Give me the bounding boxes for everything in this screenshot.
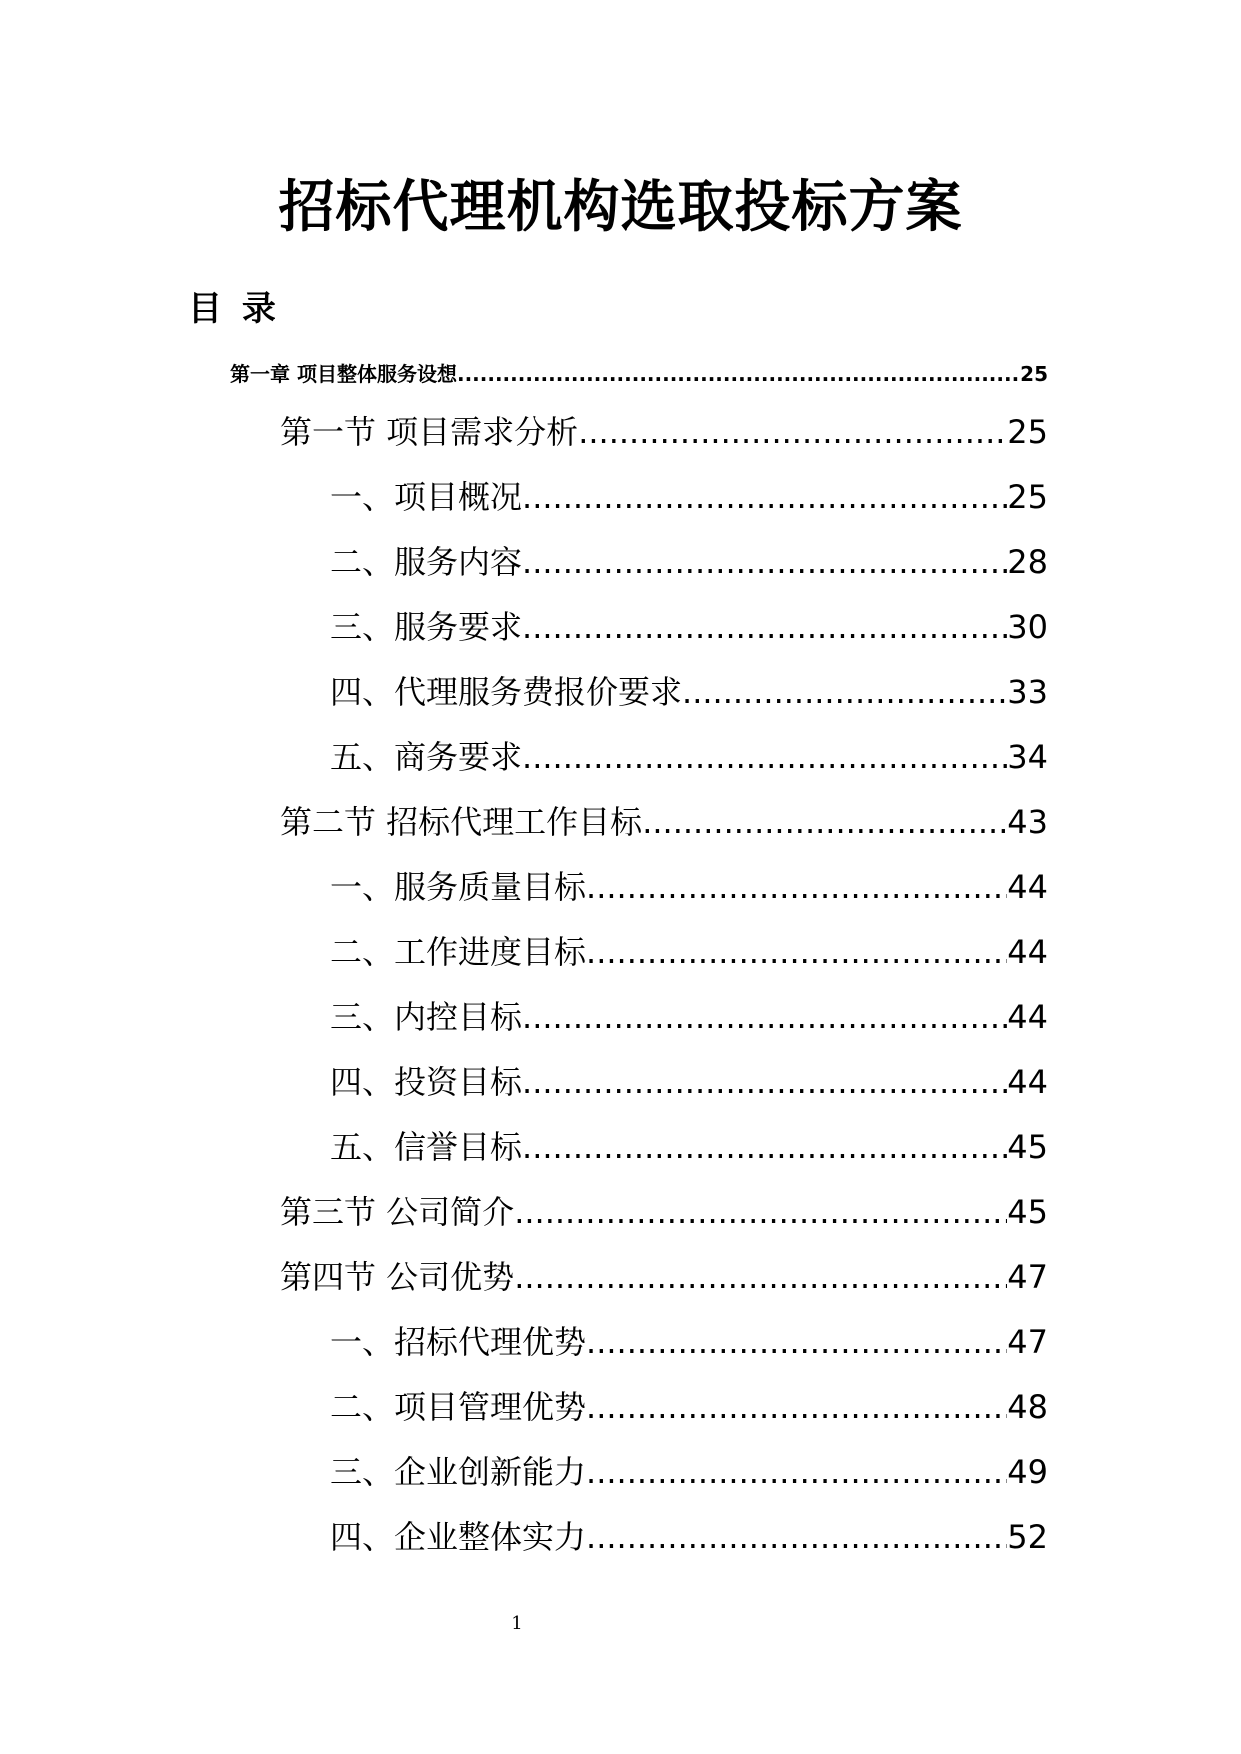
toc-entry-label: 一、项目概况 bbox=[330, 478, 523, 516]
toc-entry-item[interactable] bbox=[330, 475, 1048, 519]
toc-entry-page: 44 bbox=[1007, 998, 1048, 1036]
toc-leader-dots bbox=[522, 605, 1007, 649]
toc-entry-item[interactable] bbox=[330, 1515, 1048, 1559]
toc-leader-dots bbox=[522, 1060, 1007, 1104]
toc-entry-page: 45 bbox=[1007, 1128, 1048, 1166]
toc-entry-section-2[interactable] bbox=[280, 800, 1048, 844]
toc-entry-label: 四、企业整体实力 bbox=[330, 1518, 587, 1556]
toc-entry-section-3[interactable] bbox=[280, 1190, 1048, 1234]
toc-entry-label: 第三节 公司简介 bbox=[280, 1193, 515, 1231]
toc-entry-item[interactable] bbox=[330, 865, 1048, 909]
toc-entry-item[interactable] bbox=[330, 995, 1048, 1039]
toc-entry-label: 三、企业创新能力 bbox=[330, 1453, 587, 1491]
toc-entry-item[interactable] bbox=[330, 1450, 1048, 1494]
toc-entry-page: 44 bbox=[1007, 868, 1048, 906]
toc-entry-label: 第四节 公司优势 bbox=[280, 1258, 515, 1296]
toc-leader-dots bbox=[642, 800, 1007, 844]
toc-entry-chapter-1[interactable] bbox=[230, 360, 1048, 388]
toc-entry-page: 45 bbox=[1007, 1193, 1048, 1231]
toc-entry-label: 四、代理服务费报价要求 bbox=[330, 673, 683, 711]
toc-leader-dots bbox=[586, 1515, 1007, 1559]
toc-leader-dots bbox=[586, 1320, 1007, 1364]
toc-leader-dots bbox=[522, 540, 1007, 584]
document-title: 招标代理机构选取投标方案 bbox=[278, 175, 963, 240]
toc-leader-dots bbox=[514, 1255, 1007, 1299]
toc-entry-label: 三、服务要求 bbox=[330, 608, 523, 646]
toc-entry-label: 五、商务要求 bbox=[330, 738, 523, 776]
toc-entry-label: 第一章 项目整体服务设想 bbox=[230, 362, 457, 386]
page-number: 1 bbox=[511, 1613, 523, 1634]
toc-entry-item[interactable] bbox=[330, 735, 1048, 779]
toc-entry-page: 47 bbox=[1007, 1323, 1048, 1361]
toc-entry-item[interactable] bbox=[330, 1320, 1048, 1364]
toc-entry-page: 25 bbox=[1007, 478, 1048, 516]
toc-entry-item[interactable] bbox=[330, 670, 1048, 714]
toc-entry-label: 二、服务内容 bbox=[330, 543, 523, 581]
toc-entry-page: 44 bbox=[1007, 1063, 1048, 1101]
toc-leader-dots bbox=[586, 1385, 1007, 1429]
toc-entry-page: 47 bbox=[1007, 1258, 1048, 1296]
toc-entry-item[interactable] bbox=[330, 540, 1048, 584]
toc-entry-page: 25 bbox=[1020, 362, 1048, 386]
toc-entry-item[interactable] bbox=[330, 605, 1048, 649]
toc-entry-item[interactable] bbox=[330, 1060, 1048, 1104]
toc-leader-dots bbox=[522, 735, 1007, 779]
toc-leader-dots bbox=[522, 1125, 1007, 1169]
toc-entry-label: 第一节 项目需求分析 bbox=[280, 413, 579, 451]
toc-leader-dots bbox=[578, 410, 1007, 454]
toc-entry-page: 52 bbox=[1007, 1518, 1048, 1556]
toc-entry-page: 44 bbox=[1007, 933, 1048, 971]
toc-leader-dots bbox=[514, 1190, 1007, 1234]
toc-entry-page: 33 bbox=[1007, 673, 1048, 711]
toc-entry-label: 五、信誉目标 bbox=[330, 1128, 523, 1166]
toc-leader-dots bbox=[682, 670, 1007, 714]
toc-entry-page: 28 bbox=[1007, 543, 1048, 581]
toc-leader-dots bbox=[522, 995, 1007, 1039]
toc-entry-item[interactable] bbox=[330, 930, 1048, 974]
toc-entry-page: 43 bbox=[1007, 803, 1048, 841]
toc-entry-label: 二、项目管理优势 bbox=[330, 1388, 587, 1426]
toc-entry-label: 四、投资目标 bbox=[330, 1063, 523, 1101]
toc-entry-label: 一、服务质量目标 bbox=[330, 868, 587, 906]
toc-entry-item[interactable] bbox=[330, 1385, 1048, 1429]
toc-entry-page: 25 bbox=[1007, 413, 1048, 451]
toc-entry-page: 30 bbox=[1007, 608, 1048, 646]
toc-entry-label: 二、工作进度目标 bbox=[330, 933, 587, 971]
toc-entry-page: 48 bbox=[1007, 1388, 1048, 1426]
toc-entry-label: 第二节 招标代理工作目标 bbox=[280, 803, 643, 841]
toc-entry-label: 一、招标代理优势 bbox=[330, 1323, 587, 1361]
toc-heading: 目 录 bbox=[188, 289, 276, 329]
toc-entry-label: 三、内控目标 bbox=[330, 998, 523, 1036]
toc-leader-dots bbox=[586, 930, 1007, 974]
toc-entry-page: 49 bbox=[1007, 1453, 1048, 1491]
toc-entry-item[interactable] bbox=[330, 1125, 1048, 1169]
toc-entry-section-4[interactable] bbox=[280, 1255, 1048, 1299]
toc-entry-section-1[interactable] bbox=[280, 410, 1048, 454]
toc-leader-dots bbox=[586, 865, 1007, 909]
toc-leader-dots bbox=[457, 360, 1020, 388]
toc-leader-dots bbox=[522, 475, 1007, 519]
toc-entry-page: 34 bbox=[1007, 738, 1048, 776]
toc-leader-dots bbox=[586, 1450, 1007, 1494]
